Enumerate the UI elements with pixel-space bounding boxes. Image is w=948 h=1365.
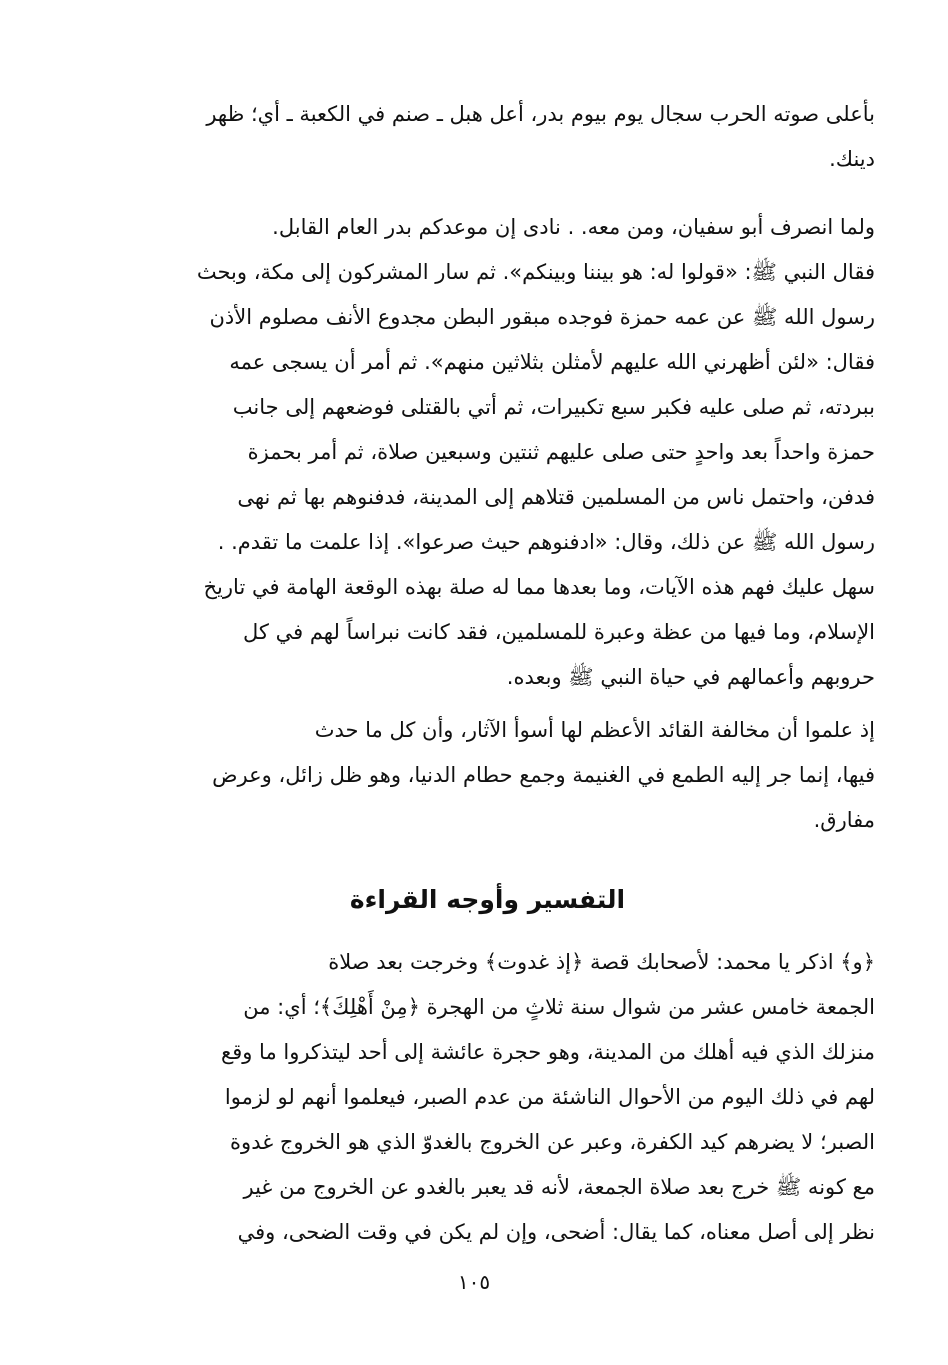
text-line: فيها، إنما جر إليه الطمع في الغنيمة وجمع حطام الدنيا، وهو ظل زائل، وعرض — [212, 763, 875, 787]
text-line: ببردته، ثم صلى عليه فكبر سبع تكبيرات، ثم أتي بالقتلى فوضعهم إلى جانب — [232, 395, 875, 419]
text-line: بأعلى صوته الحرب سجال يوم بيوم بدر، أعل هبل ـ صنم في الكعبة ـ أي؛ ظهر — [206, 102, 875, 126]
page-number: ١٠٥ — [457, 1270, 491, 1294]
text-line: مع كونه ﷺ خرج بعد صلاة الجمعة، لأنه قد يعبر بالغدو عن الخروج من غير — [243, 1175, 875, 1199]
text-line: منزلك الذي فيه أهلك من المدينة، وهو حجرة عائشة إلى أحد ليتذكروا ما وقع — [221, 1040, 875, 1064]
text-line: الإسلام، وما فيها من عظة وعبرة للمسلمين، فقد كانت نبراساً لهم في كل — [243, 620, 875, 644]
text-line: رسول الله ﷺ عن ذلك، وقال: «ادفنوهم حيث صرعوا». إذا علمت ما تقدم. . — [217, 530, 875, 554]
text-line: فقال النبي ﷺ: «قولوا له: هو بيننا وبينكم». ثم سار المشركون إلى مكة، وبحث — [196, 260, 875, 284]
text-line: فدفن، واحتمل ناس من المسلمين قتلاهم إلى المدينة، فدفنوهم بها ثم نهى — [237, 485, 875, 509]
text-line: ﴿و﴾ اذكر يا محمد: لأصحابك قصة ﴿إذ غدوت﴾ وخرجت بعد صلاة — [328, 950, 875, 974]
text-line: ولما انصرف أبو سفيان، ومن معه. . نادى إن موعدكم بدر العام القابل. — [272, 215, 875, 239]
text-line: حروبهم وأعمالهم في حياة النبي ﷺ وبعده. — [506, 665, 875, 689]
section-heading: التفسير وأوجه القراءة — [349, 885, 626, 914]
text-line: رسول الله ﷺ عن عمه حمزة فوجده مبقور البطن مجدوع الأنف مصلوم الأذن — [209, 305, 875, 329]
text-line: سهل عليك فهم هذه الآيات، وما بعدها مما له صلة بهذه الوقعة الهامة في تاريخ — [203, 575, 875, 599]
text-line: نظر إلى أصل معناه، كما يقال: أضحى، وإن لم يكن في وقت الضحى، وفي — [237, 1220, 875, 1244]
text-line: حمزة واحداً بعد واحدٍ حتى صلى عليهم ثنتين وسبعين صلاة، ثم أمر بحمزة — [247, 440, 875, 464]
text-line: لهم في ذلك اليوم من الأحوال الناشئة من عدم الصبر، فيعلموا أنهم لو لزموا — [224, 1085, 875, 1109]
text-line: مفارق. — [813, 808, 875, 832]
section-paragraph — [100, 940, 875, 1255]
paragraph-2 — [100, 205, 875, 700]
paragraph-1 — [100, 92, 875, 182]
paragraph-3 — [100, 708, 875, 843]
text-line: دينك. — [829, 147, 875, 171]
text-line: الصبر؛ لا يضرهم كيد الكفرة، وعبر عن الخروج بالغدوّ الذي هو الخروج غدوة — [230, 1130, 875, 1154]
text-line: الجمعة خامس عشر من شوال سنة ثلاثٍ من الهجرة ﴿مِنْ أَهْلِكَ﴾؛ أي: من — [243, 995, 875, 1019]
text-line: فقال: «لئن أظهرني الله عليهم لأمثلن بثلاثين منهم». ثم أمر أن يسجى عمه — [229, 350, 875, 374]
text-line: إذ علموا أن مخالفة القائد الأعظم لها أسوأ الآثار، وأن كل ما حدث — [314, 718, 875, 742]
